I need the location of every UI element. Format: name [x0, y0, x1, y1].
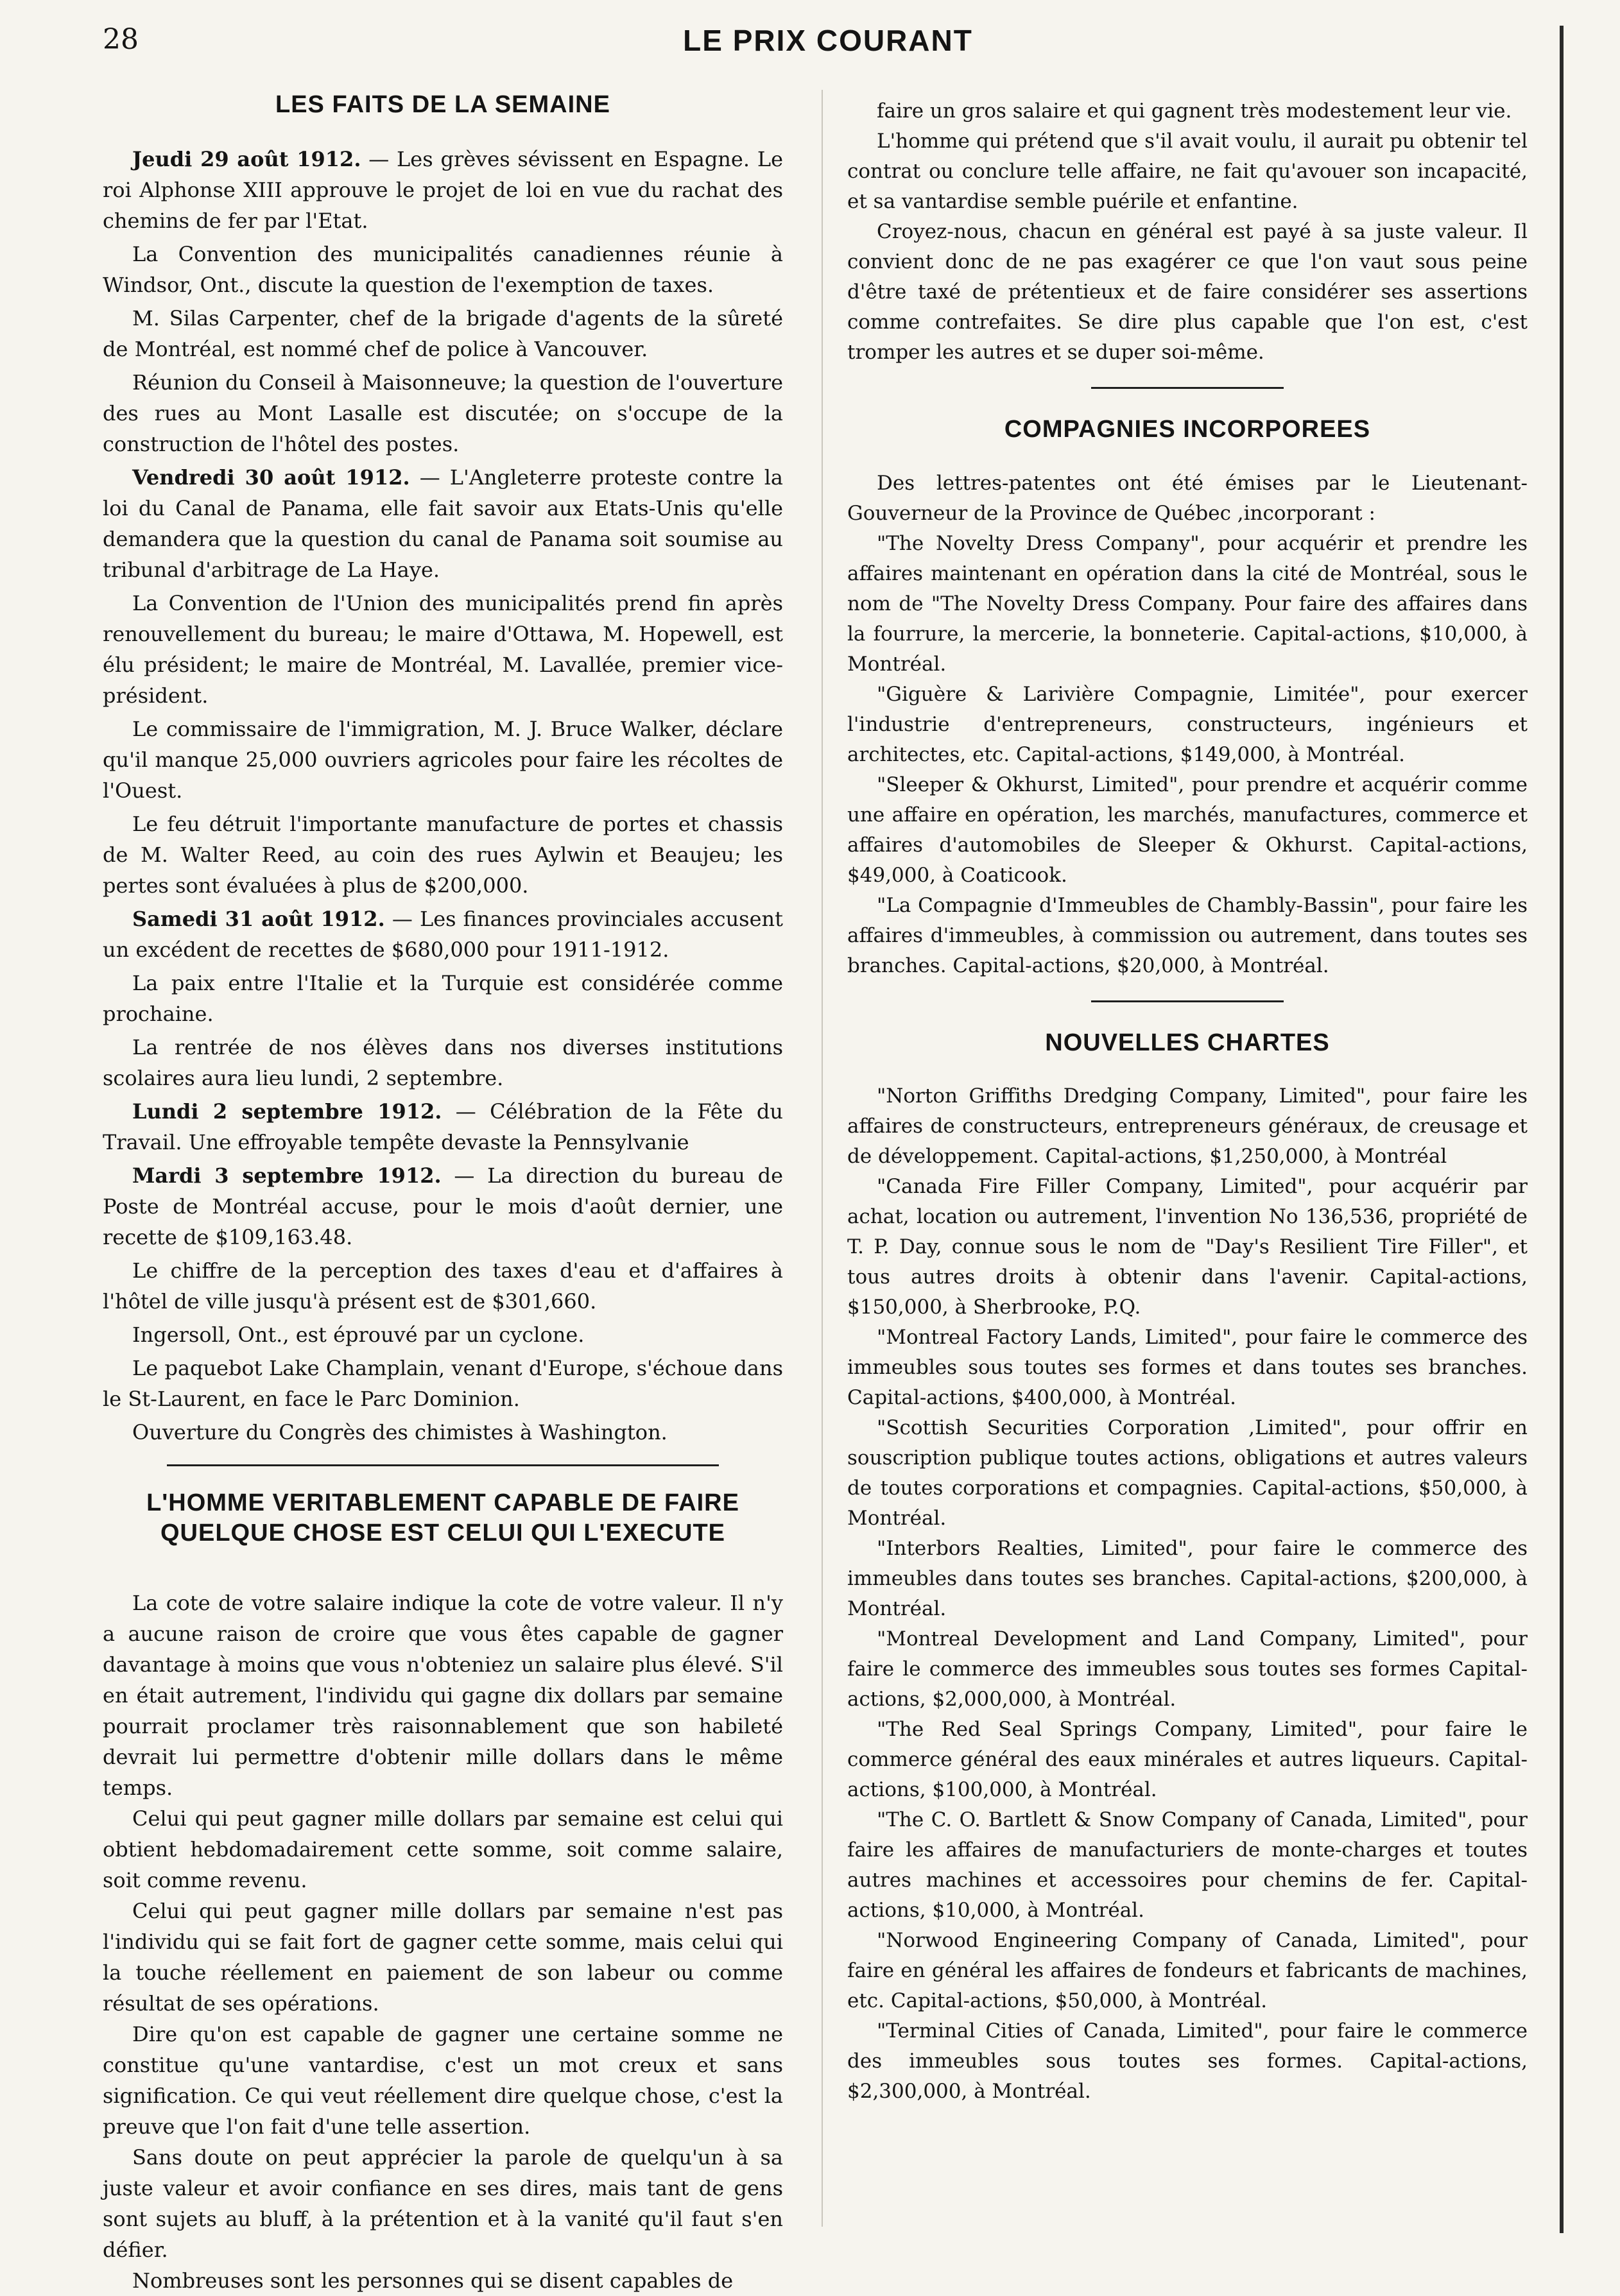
charter-entry: "Terminal Cities of Canada, Limited", pour faire le commerce des immeubles sous toutes ses formes. Capital-actions, $2,300,000, à Montréal. [847, 2019, 1528, 2103]
charter-entry: "Norwood Engineering Company of Canada, Limited", pour faire en général les affaires de fondeurs et fabricants de machines, etc. Capital-actions, $50,000, à Montréal. [847, 1929, 1528, 2012]
news-item [103, 367, 783, 459]
column-divider [822, 90, 823, 2227]
news-text: M. Silas Carpenter, chef de la brigade d'agents de la sûreté de Montréal, est nommé chef de police à Vancouver. [103, 305, 783, 361]
news-date: Jeudi 29 août 1912. [132, 146, 361, 171]
news-item [103, 239, 783, 300]
compagnies-list [847, 468, 1528, 981]
news-item [103, 1096, 783, 1158]
article-paragraph: Celui qui peut gagner mille dollars par semaine n'est pas l'individu qui se fait fort de gagner cette somme, mais celui qui la touche réellement en paiement de son labeur ou comme résultat de ses opérations. [103, 1898, 783, 2016]
page-number: 28 [103, 23, 139, 56]
article-paragraph: Dire qu'on est capable de gagner une certaine somme ne constitue qu'une vantardise, c'est un mot creux et sans signification. Ce qui veut réellement dire quelque chose, c'est la preuve que l'on fait d'une telle assertion. [103, 2021, 783, 2139]
compagnies-title: COMPAGNIES INCORPOREES [1004, 416, 1371, 443]
chartes-list [847, 1081, 1528, 2107]
right-margin-rule [1560, 26, 1564, 2233]
charter-entry: "Scottish Securities Corporation ,Limited", pour offrir en souscription publique toutes actions, obligations et autres valeurs de toutes corporations et compagnies. Capital-actions, $50,000, à Montréal. [847, 1416, 1528, 1530]
charter-entry: "Canada Fire Filler Company, Limited", pour acquérir par achat, location ou autrement, l'invention No 136,536, propriété de T. P. Day, connue sous le nom de "Day's Resilient Tire Filler", et tous autres droits à obtenir dans l'avenir. Capital-actions, $150,000, à Sherbrooke, P.Q. [847, 1175, 1528, 1319]
article-paragraph: faire un gros salaire et qui gagnent très modestement leur vie. [877, 99, 1512, 123]
left-column [103, 90, 784, 2293]
news-item [103, 809, 783, 901]
chartes-title: NOUVELLES CHARTES [1045, 1029, 1330, 1056]
section-rule [167, 1464, 719, 1466]
news-item [103, 904, 783, 965]
news-item [103, 1032, 783, 1093]
continuation-section [847, 96, 1528, 368]
page-header [103, 23, 1553, 64]
news-text: — Les finances provinciales accusent un excédent de recettes de $680,000 pour 1911-1912. [103, 906, 784, 962]
news-item [103, 144, 783, 236]
charter-entry: "The Red Seal Springs Company, Limited", pour faire le commerce général des eaux minérales et autres liqueurs. Capital-actions, $100,000, à Montréal. [847, 1718, 1528, 1801]
news-text: Ingersoll, Ont., est éprouvé par un cyclone. [132, 1322, 585, 1347]
company-entry: "The Novelty Dress Company", pour acquérir et prendre les affaires maintenant en opération dans la cité de Montréal, sous le nom de "The Novelty Dress Company. Pour faire des affaires dans la fourrure, la mercerie, la bonneterie. Capital-actions, $10,000, à Montréal. [847, 531, 1528, 676]
news-item [103, 1417, 783, 1448]
homme-title-line2: QUELQUE CHOSE EST CELUI QUI L'EXECUTE [160, 1520, 725, 1546]
news-item [103, 1160, 783, 1253]
news-date: Vendredi 30 août 1912. [132, 465, 410, 490]
news-text: — L'Angleterre proteste contre la loi du Canal de Panama, elle fait savoir aux Etats-Unis qu'elle demandera que la question du canal de Panama soit soumise au tribunal d'arbitrage de La Haye. [103, 465, 784, 582]
article-paragraph: Nombreuses sont les personnes qui se disent capables de [132, 2268, 734, 2293]
faits-list [103, 144, 783, 1448]
news-text: — Les grèves sévissent en Espagne. Le roi Alphonse XIII approuve le projet de loi en vue du rachat des chemins de fer par l'Etat. [103, 146, 783, 233]
homme-section [103, 1488, 783, 2296]
faits-title: LES FAITS DE LA SEMAINE [275, 91, 610, 118]
news-text: — La direction du bureau de Poste de Montréal accuse, pour le mois d'août dernier, une recette de $109,163.48. [103, 1163, 783, 1249]
news-item [103, 1353, 783, 1414]
news-text: La Convention des municipalités canadiennes réunie à Windsor, Ont., discute la question de l'exemption de taxes. [103, 241, 783, 297]
compagnies-section [847, 415, 1528, 981]
charter-entry: "The C. O. Bartlett & Snow Company of Canada, Limited", pour faire les affaires de manufacturiers de monte-charges et toutes autres machines et accessoires pour chemins de fer. Capital-actions, $10,000, à Montréal. [847, 1808, 1528, 1922]
article-paragraph: La cote de votre salaire indique la cote de votre valeur. Il n'y a aucune raison de croire que vous êtes capable de gagner davantage à moins que vous n'obteniez un salaire plus élevé. S'il en était autrement, l'individu qui gagne dix dollars par semaine pourrait proclamer très raisonnablement que son habileté devrait lui permettre d'obtenir mille dollars dans le même temps. [103, 1590, 783, 1800]
news-text: Le paquebot Lake Champlain, venant d'Europe, s'échoue dans le St-Laurent, en face le Parc Dominion. [103, 1355, 783, 1411]
news-item [103, 588, 783, 711]
news-date: Samedi 31 août 1912. [132, 906, 385, 931]
company-entry: "Giguère & Larivière Compagnie, Limitée", pour exercer l'industrie d'entrepreneurs, constructeurs, ingénieurs et architectes, etc. Capital-actions, $149,000, à Montréal. [847, 682, 1528, 766]
homme-list [103, 1588, 783, 2296]
news-text: Le commissaire de l'immigration, M. J. Bruce Walker, déclare qu'il manque 25,000 ouvriers agricoles pour faire les récoltes de l'Ouest. [103, 716, 783, 803]
article-paragraph: Celui qui peut gagner mille dollars par semaine est celui qui obtient hebdomadairement cette somme, soit comme salaire, soit comme revenu. [103, 1806, 783, 1892]
news-item [103, 714, 783, 806]
right-column [847, 96, 1528, 2233]
chartes-section [847, 1028, 1528, 2107]
article-paragraph: Sans doute on peut apprécier la parole de quelqu'un à sa juste valeur et avoir confiance en ses dires, mais tant de gens sont sujets au bluff, à la prétention et à la vanité qu'il faut s'en défier. [103, 2145, 783, 2262]
news-item [103, 968, 783, 1029]
company-entry: Des lettres-patentes ont été émises par le Lieutenant-Gouverneur de la Province de Québec ,incorporant : [847, 471, 1528, 525]
spacer [103, 1572, 783, 1588]
news-item [103, 1319, 783, 1350]
journal-title: LE PRIX COURANT [683, 24, 973, 57]
article-paragraph: Croyez-nous, chacun en général est payé à sa juste valeur. Il convient donc de ne pas exagérer ce que l'on vaut sous peine d'être taxé de prétentieux et de faire considérer ses assertions comme contrefaites. Se dire plus capable que l'on est, c'est tromper les autres et se duper soi-même. [847, 220, 1528, 364]
charter-entry: "Montreal Factory Lands, Limited", pour faire le commerce des immeubles sous toutes ses formes et dans toutes ses branches. Capital-actions, $400,000, à Montréal. [847, 1326, 1528, 1409]
article-paragraph: L'homme qui prétend que s'il avait voulu, il aurait pu obtenir tel contrat ou conclure telle affaire, ne fait qu'avouer son incapacité, et sa vantardise semble puérile et enfantine. [847, 130, 1528, 213]
news-item [103, 462, 783, 585]
news-text: Le chiffre de la perception des taxes d'eau et d'affaires à l'hôtel de ville jusqu'à présent est de $301,660. [103, 1258, 783, 1314]
continuation-list [847, 96, 1528, 368]
news-text: Réunion du Conseil à Maisonneuve; la question de l'ouverture des rues au Mont Lasalle est discutée; on s'occupe de la construction de l'hôtel des postes. [103, 370, 783, 456]
news-item [103, 1255, 783, 1317]
news-item [103, 303, 783, 364]
charter-entry: "Montreal Development and Land Company, Limited", pour faire le commerce des immeubles sous toutes ses formes Capital-actions, $2,000,000, à Montréal. [847, 1627, 1528, 1711]
homme-title [103, 1488, 783, 1549]
news-text: La rentrée de nos élèves dans nos diverses institutions scolaires aura lieu lundi, 2 septembre. [103, 1034, 783, 1090]
news-text: — Célébration de la Fête du Travail. Une effroyable tempête devaste la Pennsylvanie [103, 1099, 783, 1154]
faits-section [103, 90, 783, 1448]
section-rule [1091, 1000, 1284, 1002]
news-date: Mardi 3 septembre 1912. [132, 1163, 442, 1188]
news-text: Le feu détruit l'importante manufacture de portes et chassis de M. Walter Reed, au coin des rues Aylwin et Beaujeu; les pertes sont évaluées à plus de $200,000. [103, 811, 783, 898]
news-text: Ouverture du Congrès des chimistes à Washington. [132, 1419, 668, 1444]
news-date: Lundi 2 septembre 1912. [132, 1099, 442, 1124]
news-text: La paix entre l'Italie et la Turquie est considérée comme prochaine. [103, 970, 783, 1026]
homme-title-line1: L'HOMME VERITABLEMENT CAPABLE DE FAIRE [146, 1489, 739, 1516]
charter-entry: "Interbors Realties, Limited", pour faire le commerce des immeubles dans toutes ses branches. Capital-actions, $200,000, à Montréal. [847, 1537, 1528, 1620]
section-rule [1091, 387, 1284, 389]
charter-entry: "Norton Griffiths Dredging Company, Limited", pour faire les affaires de constructeurs, entrepreneurs généraux, de creusage et de développement. Capital-actions, $1,250,000, à Montréal [847, 1084, 1528, 1168]
company-entry: "Sleeper & Okhurst, Limited", pour prendre et acquérir comme une affaire en opération, les marchés, manufactures, commerce et affaires d'automobiles de Sleeper & Okhurst. Capital-actions, $49,000, à Coaticook. [847, 773, 1528, 887]
news-text: La Convention de l'Union des municipalités prend fin après renouvellement du bureau; le maire d'Ottawa, M. Hopewell, est élu président; le maire de Montréal, M. Lavallée, premier vice-président. [103, 590, 783, 708]
company-entry: "La Compagnie d'Immeubles de Chambly-Bassin", pour faire les affaires d'immeubles, à commission ou autrement, dans toutes ses branches. Capital-actions, $20,000, à Montréal. [847, 893, 1528, 977]
